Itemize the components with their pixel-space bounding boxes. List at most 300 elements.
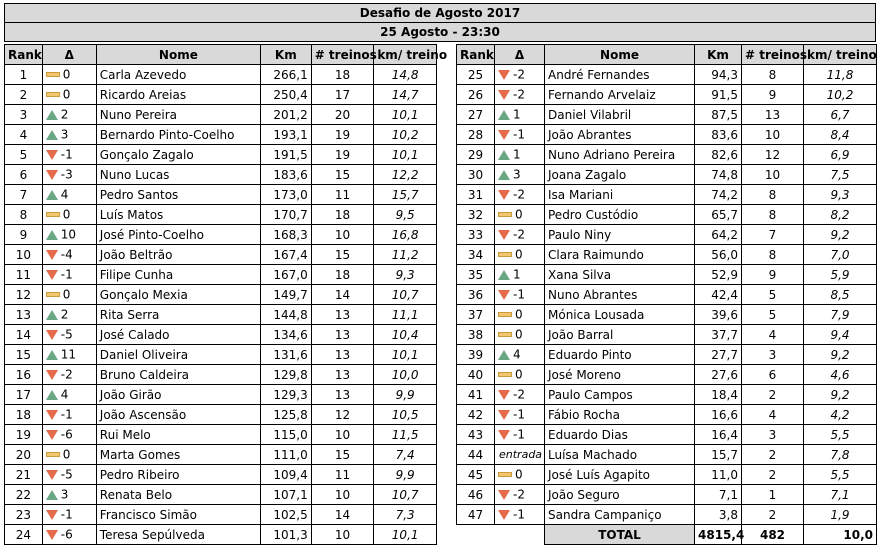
delta-cell [495,505,545,525]
unchanged-dash-icon [498,252,512,257]
rank-cell: 11 [5,265,43,285]
rank-cell: 15 [5,345,43,365]
km-cell: 87,5 [695,105,742,125]
km-treino-cell: 10,1 [374,145,437,165]
km-treino-cell: 10,1 [374,105,437,125]
km-cell: 65,7 [695,205,742,225]
rank-cell: 6 [5,165,43,185]
treinos-cell: 13 [311,345,374,365]
table-row [5,325,437,345]
unchanged-dash-icon [46,92,60,97]
table-row [457,365,877,385]
table-row [457,305,877,325]
name-cell: José Moreno [545,365,695,385]
km-cell: 183,6 [260,165,311,185]
km-cell: 82,6 [695,145,742,165]
delta-cell [42,305,96,325]
rank-cell: 18 [5,405,43,425]
arrow-up-icon [46,350,58,360]
rank-cell: 29 [457,145,495,165]
total-row [457,525,877,545]
delta-cell [42,265,96,285]
arrow-down-icon [46,530,58,540]
name-cell: Renata Belo [96,485,260,505]
km-cell: 131,6 [260,345,311,365]
treinos-cell: 8 [742,245,804,265]
delta-value: 3 [513,167,521,182]
header-km: Km [260,45,311,65]
arrow-up-icon [46,130,58,140]
delta-value: 0 [62,87,71,102]
name-cell: João Girão [96,385,260,405]
rank-cell: 26 [457,85,495,105]
delta-cell [495,365,545,385]
km-treino-cell: 14,8 [374,65,437,85]
delta-value: -2 [513,187,525,202]
header-rank: Rank [5,45,43,65]
delta-cell [42,525,96,545]
rank-cell: 35 [457,265,495,285]
km-treino-cell: 8,4 [804,125,877,145]
sheet-subtitle: 25 Agosto - 23:30 [4,22,876,42]
arrow-down-icon [46,170,58,180]
delta-value: 1 [513,107,521,122]
unchanged-dash-icon [46,212,60,217]
header-rank: Rank [457,45,495,65]
delta-cell [42,65,96,85]
km-treino-cell: 10,5 [374,405,437,425]
treinos-cell: 3 [742,345,804,365]
header-name: Nome [545,45,695,65]
table-row [457,405,877,425]
header-km-treino: km/ treino [804,45,877,65]
delta-value: 2 [60,107,69,122]
rank-cell: 36 [457,285,495,305]
rank-cell: 10 [5,245,43,265]
km-treino-cell: 9,3 [804,185,877,205]
arrow-up-icon [46,190,58,200]
name-cell: Clara Raimundo [545,245,695,265]
km-cell: 129,3 [260,385,311,405]
table-row [457,185,877,205]
treinos-cell: 2 [742,385,804,405]
table-row [5,205,437,225]
km-cell: 7,1 [695,485,742,505]
delta-cell [495,225,545,245]
name-cell: Ricardo Areias [96,85,260,105]
delta-cell [495,65,545,85]
arrow-down-icon [46,510,58,520]
table-row [5,405,437,425]
delta-value: 2 [60,307,69,322]
km-treino-cell: 5,9 [804,265,877,285]
km-treino-cell: 7,5 [804,165,877,185]
header-delta: Δ [495,45,545,65]
rank-cell: 14 [5,325,43,345]
treinos-cell: 9 [742,85,804,105]
rank-cell: 38 [457,325,495,345]
rank-cell: 27 [457,105,495,125]
treinos-cell: 8 [742,185,804,205]
delta-value: -1 [513,427,525,442]
arrow-down-icon [498,130,510,140]
treinos-cell: 18 [311,65,374,85]
name-cell: Joana Zagalo [545,165,695,185]
treinos-cell: 18 [311,205,374,225]
delta-cell [495,325,545,345]
km-treino-cell: 9,9 [374,385,437,405]
treinos-cell: 14 [311,285,374,305]
treinos-cell: 6 [742,365,804,385]
arrow-down-icon [498,230,510,240]
km-treino-cell: 12,2 [374,165,437,185]
delta-cell [495,105,545,125]
table-row [457,485,877,505]
km-cell: 129,8 [260,365,311,385]
km-treino-cell: 11,1 [374,305,437,325]
treinos-cell: 19 [311,125,374,145]
table-row [5,225,437,245]
km-cell: 56,0 [695,245,742,265]
km-treino-cell: 11,8 [804,65,877,85]
total-km: 4815,4 [695,525,742,545]
delta-value: -3 [60,167,73,182]
km-cell: 42,4 [695,285,742,305]
treinos-cell: 4 [742,405,804,425]
name-cell: Bernardo Pinto-Coelho [96,125,260,145]
km-treino-cell: 14,7 [374,85,437,105]
name-cell: Paulo Campos [545,385,695,405]
name-cell: Marta Gomes [96,445,260,465]
arrow-up-icon [498,150,510,160]
table-row [457,285,877,305]
km-cell: 16,4 [695,425,742,445]
name-cell: Eduardo Dias [545,425,695,445]
km-cell: 15,7 [695,445,742,465]
km-treino-cell: 7,3 [374,505,437,525]
treinos-cell: 5 [742,285,804,305]
delta-value: 10 [60,227,77,242]
arrow-up-icon [46,230,58,240]
km-treino-cell: 10,1 [374,345,437,365]
rank-cell: 23 [5,505,43,525]
km-treino-cell: 8,5 [804,285,877,305]
rank-cell: 46 [457,485,495,505]
rank-cell: 4 [5,125,43,145]
name-cell: João Seguro [545,485,695,505]
name-cell: Paulo Niny [545,225,695,245]
table-row [5,265,437,285]
arrow-down-icon [46,150,58,160]
delta-value: 4 [513,347,521,362]
km-treino-cell: 9,9 [374,465,437,485]
name-cell: Francisco Simão [96,505,260,525]
rank-cell: 47 [457,505,495,525]
km-treino-cell: 4,2 [804,405,877,425]
delta-value: -1 [513,287,525,302]
arrow-up-icon [46,390,58,400]
table-row [5,65,437,85]
name-cell: Teresa Sepúlveda [96,525,260,545]
rank-cell: 17 [5,385,43,405]
delta-value: -1 [60,507,73,522]
table-row [457,65,877,85]
rank-cell: 30 [457,165,495,185]
arrow-down-icon [46,430,58,440]
delta-value: -6 [60,527,73,542]
delta-cell [42,445,96,465]
rank-cell: 9 [5,225,43,245]
treinos-cell: 2 [742,505,804,525]
name-cell: João Abrantes [545,125,695,145]
km-cell: 193,1 [260,125,311,145]
delta-value: 4 [60,187,69,202]
sheet-title: Desafio de Agosto 2017 [4,3,876,23]
km-cell: 201,2 [260,105,311,125]
delta-cell [42,105,96,125]
delta-cell [42,245,96,265]
delta-value: -2 [513,387,525,402]
rank-cell: 8 [5,205,43,225]
table-row [5,105,437,125]
rank-cell: 19 [5,425,43,445]
name-cell: Nuno Adriano Pereira [545,145,695,165]
name-cell: Xana Silva [545,265,695,285]
rank-cell: 39 [457,345,495,365]
treinos-cell: 19 [311,145,374,165]
delta-value: -5 [60,327,73,342]
delta-cell [495,205,545,225]
total-treinos: 482 [742,525,804,545]
delta-value: -1 [513,407,525,422]
treinos-cell: 9 [742,265,804,285]
delta-value: 0 [62,447,71,462]
table-row [457,465,877,485]
delta-cell [42,325,96,345]
rank-cell: 7 [5,185,43,205]
delta-cell [42,285,96,305]
treinos-cell: 10 [742,125,804,145]
name-cell: Rui Melo [96,425,260,445]
table-row [5,485,437,505]
delta-value: -4 [60,247,73,262]
rank-cell: 44 [457,445,495,465]
unchanged-dash-icon [46,292,60,297]
km-cell: 102,5 [260,505,311,525]
km-treino-cell: 10,1 [374,525,437,545]
name-cell: João Beltrão [96,245,260,265]
km-treino-cell: 11,2 [374,245,437,265]
name-cell: Daniel Oliveira [96,345,260,365]
km-cell: 91,5 [695,85,742,105]
km-treino-cell: 10,7 [374,485,437,505]
table-row [5,285,437,305]
km-treino-cell: 9,4 [804,325,877,345]
unchanged-dash-icon [498,372,512,377]
km-cell: 83,6 [695,125,742,145]
treinos-cell: 13 [311,305,374,325]
km-treino-cell: 6,7 [804,105,877,125]
delta-cell [495,125,545,145]
delta-value: 0 [515,467,523,482]
km-treino-cell: 9,3 [374,265,437,285]
arrow-down-icon [498,290,510,300]
km-treino-cell: 7,9 [804,305,877,325]
delta-value: 0 [515,327,523,342]
name-cell: Daniel Vilabril [545,105,695,125]
delta-cell [42,425,96,445]
delta-value: -1 [513,507,525,522]
treinos-cell: 15 [311,245,374,265]
table-row [5,425,437,445]
rank-cell: 21 [5,465,43,485]
km-treino-cell: 5,5 [804,425,877,445]
treinos-cell: 12 [311,405,374,425]
total-label: TOTAL [545,525,695,545]
km-cell: 107,1 [260,485,311,505]
treinos-cell: 10 [311,425,374,445]
rank-cell: 13 [5,305,43,325]
km-cell: 173,0 [260,185,311,205]
name-cell: Isa Mariani [545,185,695,205]
table-row [5,165,437,185]
arrow-up-icon [498,270,510,280]
header-treinos: # treinos [311,45,374,65]
table-row [5,305,437,325]
delta-cell [42,505,96,525]
treinos-cell: 13 [311,325,374,345]
delta-cell [495,425,545,445]
delta-cell [42,225,96,245]
delta-cell [42,145,96,165]
km-cell: 170,7 [260,205,311,225]
arrow-down-icon [498,70,510,80]
rank-cell: 22 [5,485,43,505]
unchanged-dash-icon [46,72,60,77]
km-cell: 125,8 [260,405,311,425]
km-cell: 167,4 [260,245,311,265]
table-row [5,85,437,105]
delta-cell [42,345,96,365]
ranking-table-left [4,44,448,545]
name-cell: Filipe Cunha [96,265,260,285]
km-cell: 167,0 [260,265,311,285]
arrow-up-icon [498,110,510,120]
km-treino-cell: 9,2 [804,385,877,405]
km-cell: 52,9 [695,265,742,285]
name-cell: Carla Azevedo [96,65,260,85]
km-treino-cell: 10,2 [804,85,877,105]
table-row [5,245,437,265]
delta-cell [495,385,545,405]
treinos-cell: 18 [311,265,374,285]
delta-value: -5 [60,467,73,482]
name-cell: Pedro Santos [96,185,260,205]
delta-value: -1 [60,147,73,162]
km-treino-cell: 6,9 [804,145,877,165]
delta-value: 4 [60,387,69,402]
rank-cell: 37 [457,305,495,325]
km-cell: 109,4 [260,465,311,485]
treinos-cell: 20 [311,105,374,125]
rank-cell: 40 [457,365,495,385]
table-row [5,525,437,545]
delta-cell [495,465,545,485]
km-cell: 74,8 [695,165,742,185]
delta-cell [42,465,96,485]
table-row [457,385,877,405]
name-cell: Sandra Campaniço [545,505,695,525]
table-row [457,425,877,445]
arrow-down-icon [498,430,510,440]
arrow-down-icon [498,390,510,400]
km-cell: 11,0 [695,465,742,485]
arrow-down-icon [46,330,58,340]
delta-value: 0 [62,67,71,82]
table-row [5,345,437,365]
km-treino-cell: 15,7 [374,185,437,205]
km-cell: 250,4 [260,85,311,105]
delta-value: 0 [515,207,523,222]
name-cell: Pedro Custódio [545,205,695,225]
arrow-down-icon [46,250,58,260]
table-row [457,445,877,465]
km-treino-cell: 7,1 [804,485,877,505]
delta-value: -2 [513,227,525,242]
unchanged-dash-icon [498,312,512,317]
delta-value: 0 [515,307,523,322]
treinos-cell: 10 [311,225,374,245]
header-name: Nome [96,45,260,65]
treinos-cell: 11 [311,465,374,485]
rank-cell: 20 [5,445,43,465]
delta-cell [495,445,545,465]
arrow-up-icon [46,490,58,500]
delta-cell [495,245,545,265]
table-row [5,465,437,485]
km-treino-cell: 10,4 [374,325,437,345]
rank-cell: 25 [457,65,495,85]
delta-cell [42,165,96,185]
header-delta: Δ [42,45,96,65]
name-cell: Gonçalo Zagalo [96,145,260,165]
km-cell: 168,3 [260,225,311,245]
arrow-down-icon [498,510,510,520]
table-row [457,265,877,285]
ranking-table-right [456,44,877,545]
delta-value: 0 [62,287,71,302]
delta-cell [495,145,545,165]
km-treino-cell: 7,0 [804,245,877,265]
km-cell: 149,7 [260,285,311,305]
treinos-cell: 3 [742,425,804,445]
delta-cell [495,165,545,185]
delta-cell [495,185,545,205]
name-cell: João Ascensão [96,405,260,425]
unchanged-dash-icon [46,452,60,457]
rank-cell: 12 [5,285,43,305]
km-cell: 134,6 [260,325,311,345]
treinos-cell: 2 [742,465,804,485]
delta-cell [495,485,545,505]
treinos-cell: 12 [742,145,804,165]
km-cell: 18,4 [695,385,742,405]
treinos-cell: 11 [311,185,374,205]
delta-cell [42,385,96,405]
delta-value: -2 [60,367,73,382]
km-treino-cell: 11,5 [374,425,437,445]
km-treino-cell: 9,2 [804,345,877,365]
